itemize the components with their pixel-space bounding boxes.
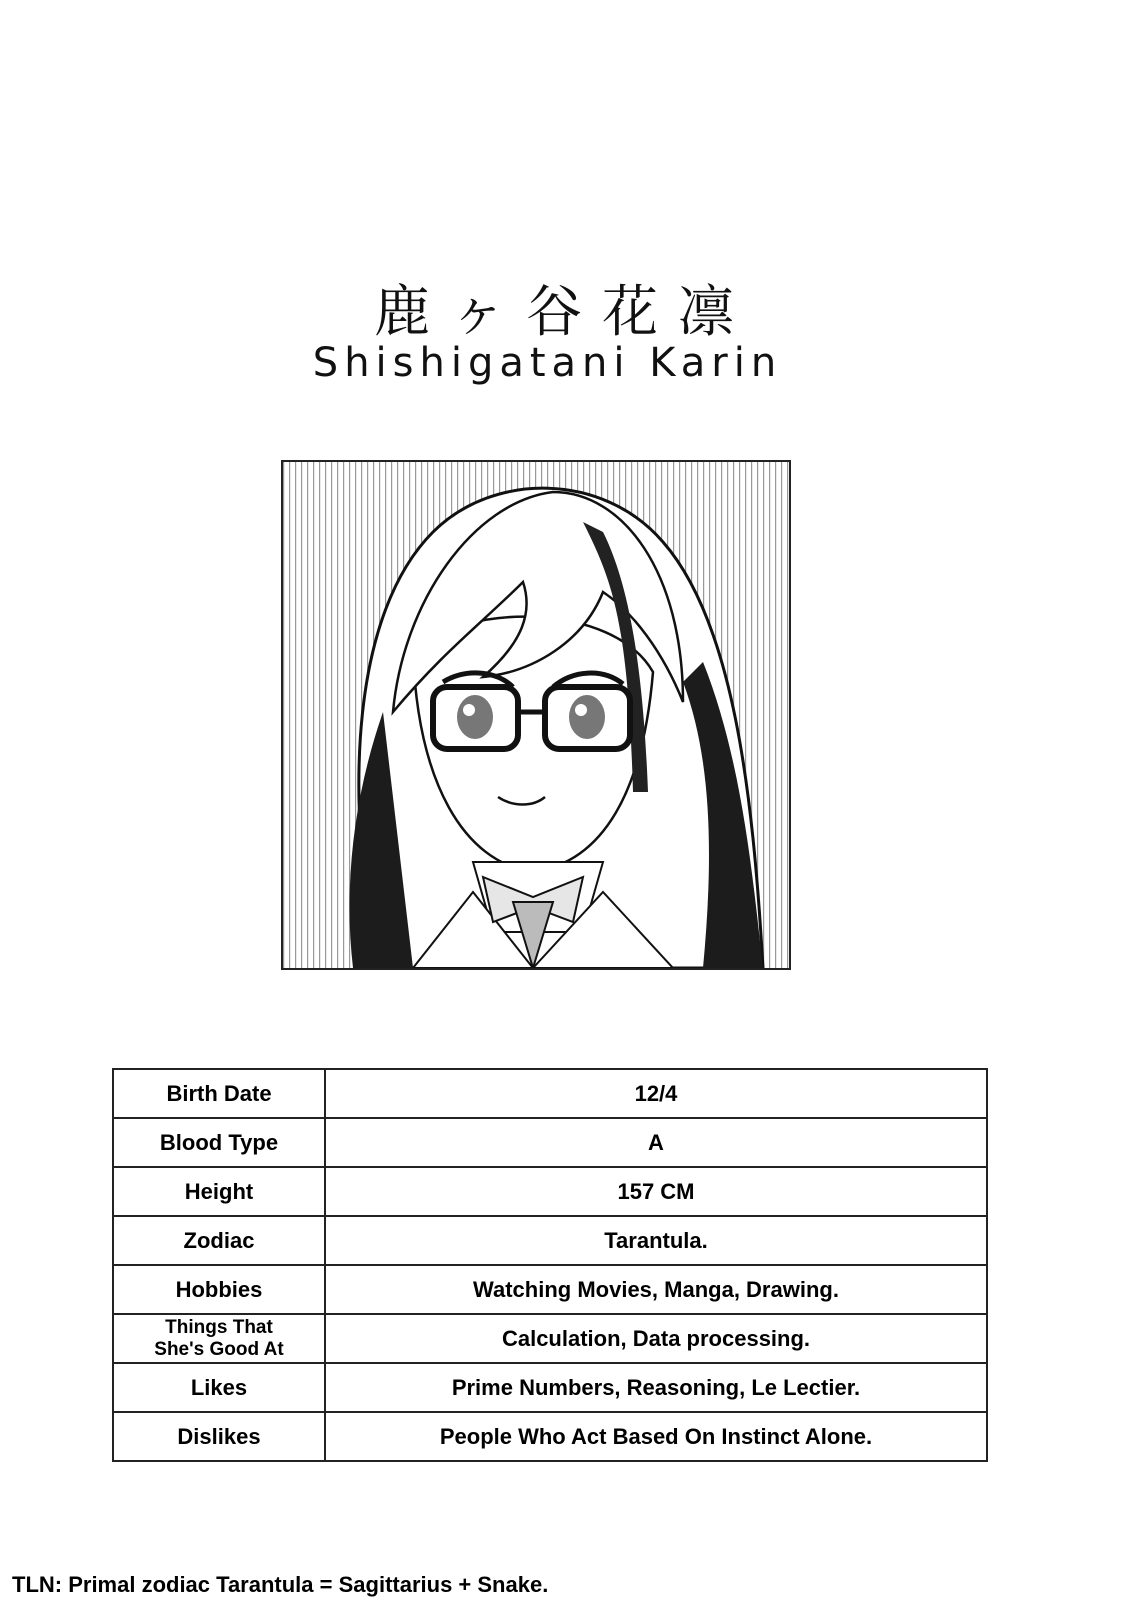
- likes-label: Likes: [113, 1363, 325, 1412]
- portrait-illustration-icon: [283, 462, 789, 968]
- birth-date-label: Birth Date: [113, 1069, 325, 1118]
- character-name-romaji: Shishigatani Karin: [312, 340, 783, 386]
- table-row: [113, 1412, 987, 1461]
- likes-value: Prime Numbers, Reasoning, Le Lectier.: [325, 1363, 987, 1412]
- table-row: [113, 1167, 987, 1216]
- zodiac-label: Zodiac: [113, 1216, 325, 1265]
- good-at-label: [113, 1314, 325, 1363]
- good-at-label-line1: Things That: [165, 1316, 273, 1338]
- blood-type-label: Blood Type: [113, 1118, 325, 1167]
- height-value: 157 CM: [325, 1167, 987, 1216]
- translator-note: TLN: Primal zodiac Tarantula = Sagittarius + Snake.: [12, 1572, 549, 1597]
- character-portrait: [281, 460, 791, 970]
- character-name-japanese: 鹿ヶ谷花凛: [374, 280, 754, 345]
- blood-type-value: A: [325, 1118, 987, 1167]
- table-row: [113, 1314, 987, 1363]
- good-at-label-line2: She's Good At: [154, 1338, 284, 1360]
- hobbies-label: Hobbies: [113, 1265, 325, 1314]
- zodiac-value: Tarantula.: [325, 1216, 987, 1265]
- dislikes-value: People Who Act Based On Instinct Alone.: [325, 1412, 987, 1461]
- table-row: [113, 1265, 987, 1314]
- table-row: [113, 1069, 987, 1118]
- profile-table: [112, 1068, 988, 1462]
- good-at-value: Calculation, Data processing.: [325, 1314, 987, 1363]
- height-label: Height: [113, 1167, 325, 1216]
- table-row: [113, 1216, 987, 1265]
- birth-date-value: 12/4: [325, 1069, 987, 1118]
- dislikes-label: Dislikes: [113, 1412, 325, 1461]
- table-row: [113, 1363, 987, 1412]
- hobbies-value: Watching Movies, Manga, Drawing.: [325, 1265, 987, 1314]
- table-row: [113, 1118, 987, 1167]
